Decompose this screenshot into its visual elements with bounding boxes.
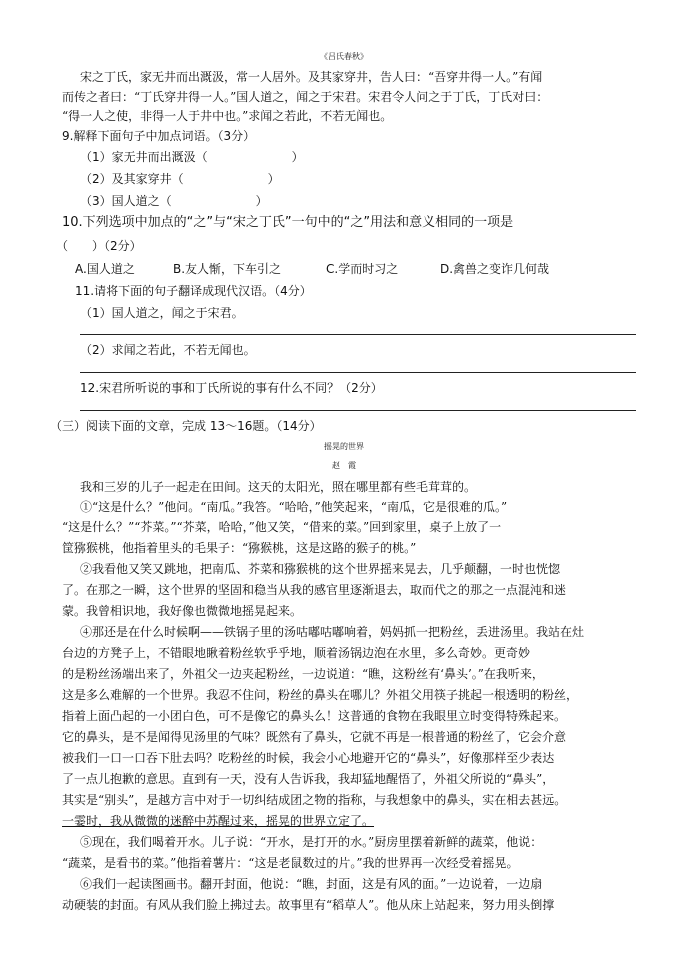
- essay-line: 其实是“别头”，是越方言中对于一切纠结成团之物的指称，与我想象中的鼻头，实在相去甚远。: [62, 793, 567, 807]
- q10-option-a: A.国人道之: [75, 262, 135, 276]
- essay-line: 蒙。我曾相识地，我好像也微微地摇晃起来。: [62, 604, 303, 618]
- q11-item-2: （2）求闻之若此，不若无闻也。: [80, 343, 256, 357]
- q11-item-1: （1）国人道之，闻之于宋君。: [80, 306, 244, 320]
- essay-line: 了。在那之一瞬，这个世界的坚固和稳当从我的感官里逐渐退去，取而代之的那之一点混沌和迷: [62, 583, 567, 597]
- essay-line: 的是粉丝汤端出来了，外祖父一边夹起粉丝，一边说道：“瞧，这粉丝有‘鼻头’。”在我听来，: [62, 667, 544, 681]
- essay-line: ⑥我们一起读图画书。翻开封面，他说：“瞧，封面，这是有风的面。”一边说着，一边扇: [80, 877, 543, 891]
- passage-title: 《吕氏春秋》: [320, 52, 368, 61]
- essay-line: 我和三岁的儿子一起走在田间。这天的太阳光，照在哪里都有些毛茸茸的。: [80, 480, 477, 494]
- q9-stem: 9.解释下面句子中加点词语。（3分）: [62, 129, 256, 143]
- q9-item-1: （1）家无井而出溉汲（ ）: [80, 150, 304, 164]
- essay-line: 指着上面凸起的一小团白色，可不是像它的鼻头么！这普通的食物在我眼里立时变得特殊起来。: [62, 709, 567, 723]
- q10-option-b: B.友人惭，下车引之: [173, 262, 282, 276]
- essay-line: 它的鼻头，是不是闻得见汤里的气味？既然有了鼻头，它就不再是一根普通的粉丝了，它会介意: [62, 730, 567, 744]
- q10-stem-continued: （ ）（2分）: [56, 239, 142, 253]
- q9-item-2: （2）及其家穿井（ ）: [80, 172, 280, 186]
- essay-line: 动硬装的封面。有风从我们脸上拂过去。故事里有“稻草人”。他从床上站起来，努力用头倒撑: [62, 898, 555, 912]
- answer-line: [80, 334, 636, 335]
- q10-option-c: C.学而时习之: [326, 262, 399, 276]
- essay-title: 摇晃的世界: [324, 442, 364, 451]
- essay-line: ②我看他又笑又跳地，把南瓜、芥菜和猕猴桃的这个世界摇来晃去，几乎颠翻，一时也恍惚: [80, 562, 561, 576]
- passage-line-2: 而传之者曰：“丁氏穿井得一人。”国人道之，闻之于宋君。宋君令人问之于丁氏，丁氏对曰：: [62, 90, 549, 104]
- essay-line: “蔬菜，是看书的菜。”他指着薯片：“这是老鼠数过的片。”我的世界再一次经受着摇晃。: [62, 856, 519, 870]
- essay-line: 台边的方凳子上，不错眼地瞅着粉丝软乎乎地，顺着汤锅边泡在水里，多么奇妙。更奇妙: [62, 646, 531, 660]
- passage-line-3: “得一人之使，非得一人于井中也。”求闻之若此，不若无闻也。: [62, 109, 393, 123]
- essay-line: “这是什么？”“芥菜。”“芥菜，哈哈，”他又笑，“借来的菜。”回到家里，桌子上放了一: [62, 520, 502, 534]
- q10-stem: 10.下列选项中加点的“之”与“宋之丁氏”一句中的“之”用法和意义相同的一项是: [62, 215, 514, 230]
- essay-line: ④那还是在什么时候啊——铁锅子里的汤咕嘟咕嘟响着，妈妈抓一把粉丝，丢进汤里。我站在灶: [80, 625, 585, 639]
- essay-line: ⑤现在，我们喝着开水。儿子说：“开水，是打开的水。”厨房里摆着新鲜的蔬菜，他说：: [80, 835, 543, 849]
- q10-option-d: D.禽兽之变诈几何哉: [440, 262, 550, 276]
- essay-line-underlined: 一霎时，我从微微的迷醉中苏醒过来，摇晃的世界立定了。: [62, 814, 375, 828]
- q9-item-3: （3）国人道之（ ）: [80, 194, 268, 208]
- q12-stem: 12.宋君所听说的事和丁氏所说的事有什么不同？（2分）: [80, 381, 383, 395]
- answer-line: [80, 410, 636, 411]
- essay-line: 被我们一口一口吞下肚去吗？吃粉丝的时候，我会小心地避开它的“鼻头”，好像那样至少表达: [62, 751, 555, 765]
- essay-line: 这是多么难解的一个世界。我忍不住问，粉丝的鼻头在哪儿？外祖父用筷子挑起一根透明的粉丝，: [62, 688, 579, 702]
- section-3-heading: （三）阅读下面的文章，完成 13～16题。（14分）: [50, 419, 322, 433]
- essay-line: ①“这是什么？”他问。“南瓜。”我答。“哈哈，”他笑起来，“南瓜，它是很难的瓜。”: [80, 500, 508, 514]
- answer-line: [80, 372, 636, 373]
- essay-line: 筐猕猴桃，他指着里头的毛果子：“猕猴桃，这是这路的猴子的桃。”: [62, 541, 417, 555]
- essay-line: 了一点儿抱歉的意思。直到有一天，没有人告诉我，我却猛地醒悟了，外祖父所说的“鼻头”，: [62, 772, 555, 786]
- essay-author: 赵 霞: [332, 461, 356, 470]
- passage-line-1: 宋之丁氏，家无井而出溉汲，常一人居外。及其家穿井，告人曰：“吾穿井得一人。”有闻: [80, 70, 543, 84]
- q11-stem: 11.请将下面的句子翻译成现代汉语。（4分）: [75, 284, 312, 298]
